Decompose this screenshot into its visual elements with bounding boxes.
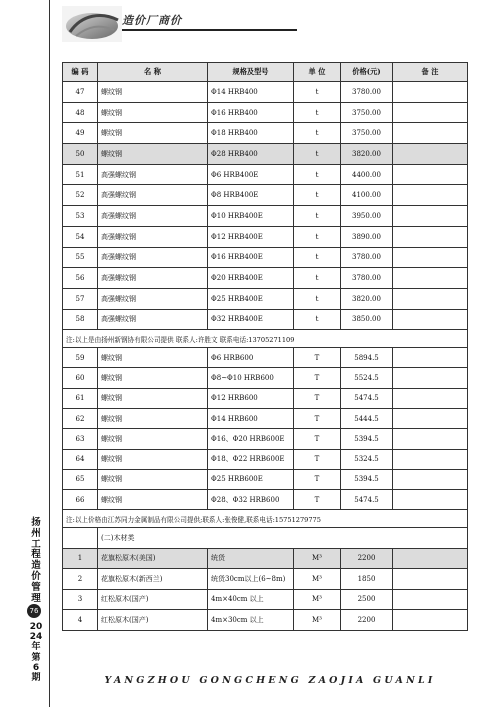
price-cell: 4400.00 — [341, 164, 393, 185]
table-row — [63, 144, 468, 165]
remark-cell — [393, 82, 468, 103]
spec-cell: 统货 — [208, 548, 294, 569]
price-cell: 3750.00 — [341, 102, 393, 123]
code-cell: 65 — [63, 469, 98, 489]
table-row — [63, 408, 468, 428]
price-cell: 3850.00 — [341, 309, 393, 330]
remark-cell — [393, 226, 468, 247]
table-row — [63, 429, 468, 449]
code-cell: 53 — [63, 206, 98, 227]
unit-cell: T — [294, 368, 341, 388]
unit-cell: T — [294, 429, 341, 449]
table-row — [63, 82, 468, 103]
remark-cell — [393, 388, 468, 408]
spec-cell: Φ16、Φ20 HRB600E — [208, 429, 294, 449]
table-row — [63, 102, 468, 123]
unit-cell: t — [294, 268, 341, 289]
table-row — [63, 589, 468, 610]
remark-cell — [393, 144, 468, 165]
spec-cell: Φ16 HRB400 — [208, 102, 294, 123]
spec-cell: Φ6 HRB400E — [208, 164, 294, 185]
price-cell: 4100.00 — [341, 185, 393, 206]
spec-cell: 4m×40cm 以上 — [208, 589, 294, 610]
name-cell: 螺纹钢 — [98, 102, 208, 123]
name-cell: 高强螺纹钢 — [98, 268, 208, 289]
price-cell: 3750.00 — [341, 123, 393, 144]
name-cell: 螺纹钢 — [98, 408, 208, 428]
name-cell: 螺纹钢 — [98, 388, 208, 408]
header-name: 名 称 — [98, 63, 208, 82]
table-row — [63, 388, 468, 408]
price-cell: 3890.00 — [341, 226, 393, 247]
code-cell: 49 — [63, 123, 98, 144]
remark-cell — [393, 589, 468, 610]
unit-cell: t — [294, 206, 341, 227]
supplier-note-a: 注:以上是由扬州新钢协有限公司提供 联系人:许胜文 联系电话:13705271109 — [63, 330, 468, 348]
table-row — [63, 247, 468, 268]
table-row — [63, 569, 468, 590]
unit-cell: t — [294, 247, 341, 268]
name-cell: 高强螺纹钢 — [98, 226, 208, 247]
name-cell: 红松原木(国产) — [98, 610, 208, 631]
unit-cell: t — [294, 288, 341, 309]
name-cell: 螺纹钢 — [98, 469, 208, 489]
name-cell: 高强螺纹钢 — [98, 288, 208, 309]
unit-cell: M³ — [294, 548, 341, 569]
spec-cell: Φ12 HRB600 — [208, 388, 294, 408]
name-cell: 螺纹钢 — [98, 429, 208, 449]
unit-cell: T — [294, 469, 341, 489]
code-cell: 55 — [63, 247, 98, 268]
remark-cell — [393, 247, 468, 268]
table-row — [63, 490, 468, 510]
spec-cell: Φ10 HRB400E — [208, 206, 294, 227]
spec-cell: Φ32 HRB400E — [208, 309, 294, 330]
remark-cell — [393, 429, 468, 449]
code-cell: 54 — [63, 226, 98, 247]
price-cell: 3820.00 — [341, 144, 393, 165]
subsection-row — [63, 528, 468, 549]
spec-cell: Φ12 HRB400E — [208, 226, 294, 247]
remark-cell — [393, 288, 468, 309]
price-cell: 2200 — [341, 610, 393, 631]
remark-cell — [393, 123, 468, 144]
price-cell: 5444.5 — [341, 408, 393, 428]
remark-cell — [393, 368, 468, 388]
name-cell: 高强螺纹钢 — [98, 206, 208, 227]
name-cell: 花旗松原木(美国) — [98, 548, 208, 569]
journal-spine — [0, 0, 50, 707]
price-cell: 5474.5 — [341, 388, 393, 408]
code-cell: 59 — [63, 348, 98, 368]
remark-cell — [393, 408, 468, 428]
price-cell: 5394.5 — [341, 469, 393, 489]
spec-cell: Φ8 HRB400E — [208, 185, 294, 206]
footer-banner: YANGZHOU GONGCHENG ZAOJIA GUANLI — [104, 675, 436, 686]
header-price: 价格(元) — [341, 63, 393, 82]
table-row — [63, 226, 468, 247]
section-title: 造价厂商价 — [122, 14, 182, 27]
unit-cell: T — [294, 348, 341, 368]
remark-cell — [393, 185, 468, 206]
name-cell: 螺纹钢 — [98, 368, 208, 388]
unit-cell: M³ — [294, 569, 341, 590]
header-unit: 单 位 — [294, 63, 341, 82]
table-row — [63, 268, 468, 289]
header-rule — [122, 29, 297, 31]
name-cell: 螺纹钢 — [98, 123, 208, 144]
spec-cell: Φ14 HRB600 — [208, 408, 294, 428]
price-table — [62, 62, 468, 631]
spec-cell: Φ28、Φ32 HRB600 — [208, 490, 294, 510]
name-cell: 高强螺纹钢 — [98, 185, 208, 206]
unit-cell: T — [294, 449, 341, 469]
name-cell: 高强螺纹钢 — [98, 164, 208, 185]
table-row — [63, 164, 468, 185]
table-row — [63, 309, 468, 330]
subsection-title: (二)木材类 — [98, 528, 468, 549]
name-cell: 高强螺纹钢 — [98, 247, 208, 268]
spec-cell: Φ6 HRB600 — [208, 348, 294, 368]
price-cell: 3780.00 — [341, 268, 393, 289]
unit-cell: M³ — [294, 610, 341, 631]
unit-cell: t — [294, 185, 341, 206]
spec-cell: Φ25 HRB600E — [208, 469, 294, 489]
spec-cell: Φ25 HRB400E — [208, 288, 294, 309]
name-cell: 螺纹钢 — [98, 449, 208, 469]
name-cell: 螺纹钢 — [98, 490, 208, 510]
price-cell: 3950.00 — [341, 206, 393, 227]
unit-cell: t — [294, 309, 341, 330]
table-row — [63, 610, 468, 631]
price-cell: 5894.5 — [341, 348, 393, 368]
name-cell: 螺纹钢 — [98, 144, 208, 165]
code-cell: 58 — [63, 309, 98, 330]
price-cell: 2500 — [341, 589, 393, 610]
name-cell: 螺纹钢 — [98, 82, 208, 103]
spec-cell: Φ18、Φ22 HRB600E — [208, 449, 294, 469]
header-spec: 规格及型号 — [208, 63, 294, 82]
price-cell: 5524.5 — [341, 368, 393, 388]
code-cell: 50 — [63, 144, 98, 165]
journal-title: 扬州工程造价管理 — [31, 517, 41, 604]
table-row — [63, 206, 468, 227]
table-row — [63, 368, 468, 388]
remark-cell — [393, 490, 468, 510]
unit-cell: T — [294, 408, 341, 428]
remark-cell — [393, 548, 468, 569]
code-cell: 52 — [63, 185, 98, 206]
code-cell — [63, 528, 98, 549]
header-code: 编 码 — [63, 63, 98, 82]
header-photo-icon — [62, 6, 122, 42]
table-header-row — [63, 63, 468, 82]
remark-cell — [393, 206, 468, 227]
supplier-note-row — [63, 510, 468, 528]
code-cell: 4 — [63, 610, 98, 631]
code-cell: 56 — [63, 268, 98, 289]
spec-cell: 4m×30cm 以上 — [208, 610, 294, 631]
unit-cell: t — [294, 82, 341, 103]
spec-cell: Φ18 HRB400 — [208, 123, 294, 144]
code-cell: 61 — [63, 388, 98, 408]
page-number: 76 — [27, 604, 41, 618]
name-cell: 花旗松原木(新西兰) — [98, 569, 208, 590]
remark-cell — [393, 610, 468, 631]
unit-cell: t — [294, 123, 341, 144]
unit-cell: M³ — [294, 589, 341, 610]
spine-divider — [49, 0, 50, 707]
code-cell: 57 — [63, 288, 98, 309]
price-cell: 3780.00 — [341, 82, 393, 103]
issue-label: 2024年第6期 — [29, 622, 43, 684]
code-cell: 62 — [63, 408, 98, 428]
remark-cell — [393, 449, 468, 469]
remark-cell — [393, 102, 468, 123]
remark-cell — [393, 268, 468, 289]
remark-cell — [393, 569, 468, 590]
unit-cell: T — [294, 388, 341, 408]
table-row — [63, 185, 468, 206]
table-row — [63, 288, 468, 309]
unit-cell: t — [294, 144, 341, 165]
code-cell: 63 — [63, 429, 98, 449]
spec-cell: Φ20 HRB400E — [208, 268, 294, 289]
code-cell: 51 — [63, 164, 98, 185]
name-cell: 高强螺纹钢 — [98, 309, 208, 330]
unit-cell: T — [294, 490, 341, 510]
spec-cell: 统货30cm以上(6~8m) — [208, 569, 294, 590]
price-cell: 1850 — [341, 569, 393, 590]
code-cell: 47 — [63, 82, 98, 103]
price-cell: 5324.5 — [341, 449, 393, 469]
price-cell: 5394.5 — [341, 429, 393, 449]
table-row — [63, 469, 468, 489]
spec-cell: Φ16 HRB400E — [208, 247, 294, 268]
spec-cell: Φ28 HRB400 — [208, 144, 294, 165]
table-row — [63, 449, 468, 469]
remark-cell — [393, 309, 468, 330]
table-row — [63, 123, 468, 144]
price-cell: 5474.5 — [341, 490, 393, 510]
code-cell: 66 — [63, 490, 98, 510]
price-cell: 2200 — [341, 548, 393, 569]
supplier-note-row — [63, 330, 468, 348]
unit-cell: t — [294, 164, 341, 185]
header-remark: 备 注 — [393, 63, 468, 82]
code-cell: 3 — [63, 589, 98, 610]
unit-cell: t — [294, 226, 341, 247]
spec-cell: Φ14 HRB400 — [208, 82, 294, 103]
code-cell: 2 — [63, 569, 98, 590]
remark-cell — [393, 469, 468, 489]
unit-cell: t — [294, 102, 341, 123]
name-cell: 螺纹钢 — [98, 348, 208, 368]
table-row — [63, 348, 468, 368]
remark-cell — [393, 164, 468, 185]
code-cell: 64 — [63, 449, 98, 469]
remark-cell — [393, 348, 468, 368]
price-cell: 3820.00 — [341, 288, 393, 309]
spec-cell: Φ8~Φ10 HRB600 — [208, 368, 294, 388]
supplier-note-b: 注:以上价格由江苏同力金属制品有限公司提供;联系人:张俊健,联系电话:15751279775 — [63, 510, 468, 528]
code-cell: 1 — [63, 548, 98, 569]
code-cell: 48 — [63, 102, 98, 123]
table-row — [63, 548, 468, 569]
price-cell: 3780.00 — [341, 247, 393, 268]
name-cell: 红松原木(国产) — [98, 589, 208, 610]
code-cell: 60 — [63, 368, 98, 388]
